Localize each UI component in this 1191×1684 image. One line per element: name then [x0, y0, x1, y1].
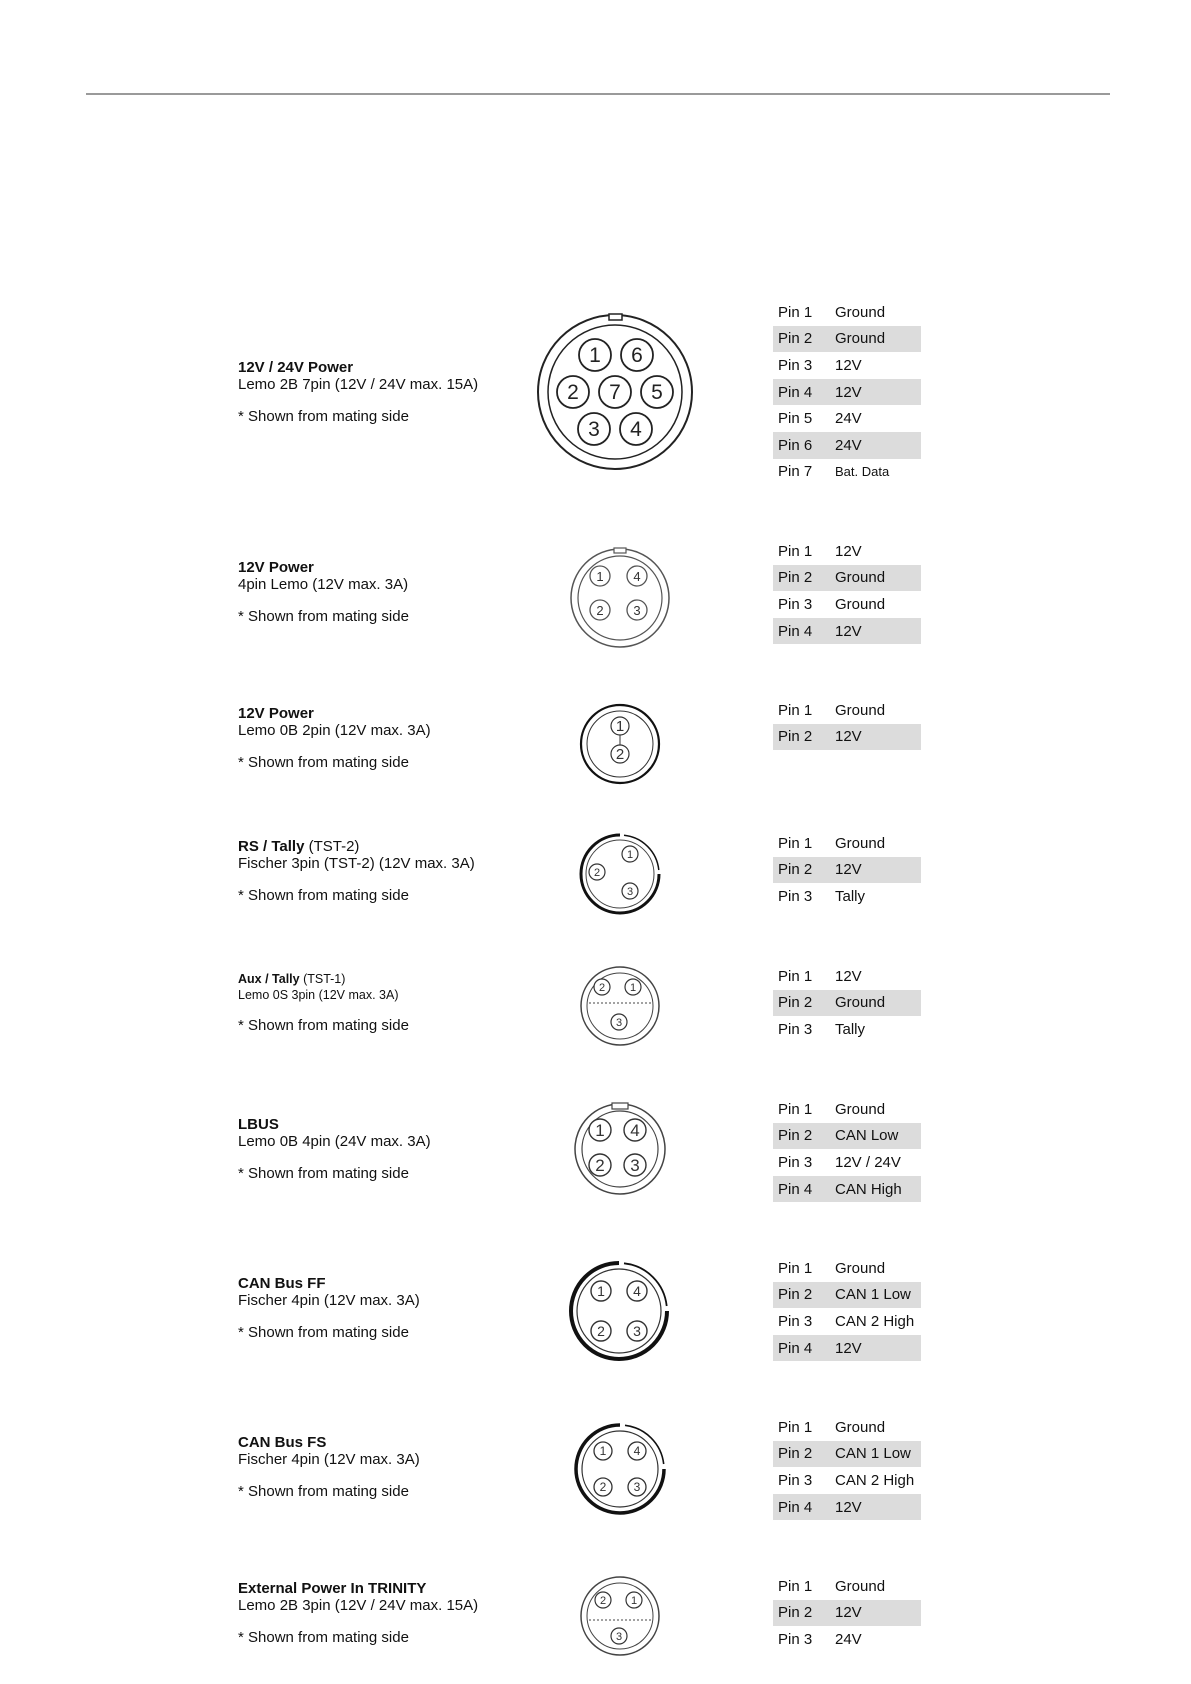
pin-number: 1: [595, 1121, 605, 1140]
pin-signal: 12V: [835, 1339, 862, 1357]
pin-number: 2: [596, 603, 604, 618]
pin-signal: 12V: [835, 861, 862, 879]
pin-number: 3: [633, 603, 641, 618]
pin-table: [773, 963, 921, 1043]
pin-signal: 12V: [835, 728, 862, 746]
pin-signal: CAN High: [835, 1180, 902, 1198]
pin-number: 1: [630, 1595, 638, 1607]
pin-signal: 12V: [835, 622, 862, 640]
pin-table: [773, 1255, 921, 1361]
section-note: * Shown from mating side: [238, 887, 409, 904]
pin-number: 4: [630, 418, 642, 441]
pin-signal: Ground: [835, 1259, 886, 1277]
section-title: 12V / 24V Power: [238, 359, 354, 376]
pin-label: Pin 4: [778, 622, 813, 640]
pin-row: [773, 883, 921, 910]
pin-row: [773, 1096, 921, 1123]
pin-signal: Ground: [835, 1418, 886, 1436]
section-title: LBUS: [238, 1116, 279, 1133]
pin-row: [773, 1414, 921, 1441]
pin-signal: 12V: [835, 1604, 862, 1622]
pin-number: 2: [599, 1595, 607, 1607]
pin-signal: 24V: [835, 410, 862, 428]
pin-row: [773, 1494, 921, 1521]
pin-number: 1: [626, 849, 634, 861]
pin-row: [773, 1573, 921, 1600]
pin-label: Pin 1: [778, 303, 813, 321]
section-description: [238, 1580, 528, 1646]
pin-signal: Ground: [835, 1577, 886, 1595]
pin-number: 7: [609, 381, 621, 404]
pin-number: 3: [626, 886, 634, 898]
section-subtitle: 4pin Lemo (12V max. 3A): [238, 576, 409, 593]
pin-row: [773, 1441, 921, 1468]
section-note: * Shown from mating side: [238, 1017, 409, 1034]
pin-label: Pin 3: [778, 1471, 813, 1489]
pin-label: Pin 7: [778, 463, 813, 481]
section-description: [238, 971, 528, 1034]
pin-number: 2: [615, 746, 625, 763]
pin-label: Pin 1: [778, 834, 813, 852]
pin-number: 1: [597, 1283, 605, 1299]
pin-row: [773, 990, 921, 1017]
section-title: 12V Power: [238, 705, 314, 722]
pin-row: [773, 1255, 921, 1282]
pin-table: [773, 1573, 921, 1653]
pin-number: 3: [615, 1631, 623, 1643]
pin-row: [773, 724, 921, 751]
pin-label: Pin 3: [778, 595, 813, 613]
pin-label: Pin 1: [778, 701, 813, 719]
pin-label: Pin 1: [778, 1577, 813, 1595]
lemo-0s-3pin-connector-icon: [578, 964, 662, 1048]
pin-label: Pin 2: [778, 1445, 813, 1463]
pin-number: 5: [651, 381, 663, 404]
pin-number: 2: [567, 381, 579, 404]
pin-number: 1: [599, 1444, 607, 1458]
pin-table: [773, 299, 921, 485]
section-title: CAN Bus FF: [238, 1275, 326, 1292]
pin-number: 4: [633, 1283, 641, 1299]
section-title: 12V Power: [238, 559, 314, 576]
pin-number: 3: [615, 1017, 623, 1029]
pin-row: [773, 379, 921, 406]
pin-row: [773, 538, 921, 565]
pin-label: Pin 4: [778, 383, 813, 401]
fischer-4pin-ff-connector-icon: [567, 1259, 671, 1363]
pin-number: 2: [599, 1480, 607, 1494]
lemo-7pin-connector-icon: [535, 310, 695, 472]
section-title: Aux / Tally: [238, 972, 300, 986]
pin-number: 1: [596, 569, 604, 584]
section-description: [238, 1116, 528, 1182]
pin-label: Pin 4: [778, 1180, 813, 1198]
pin-label: Pin 4: [778, 1339, 813, 1357]
pin-signal: 12V: [835, 356, 862, 374]
pin-signal: Ground: [835, 701, 886, 719]
pin-label: Pin 1: [778, 1100, 813, 1118]
pin-row: [773, 618, 921, 645]
pin-signal: 12V / 24V: [835, 1153, 901, 1171]
pin-label: Pin 2: [778, 728, 813, 746]
section-subtitle: Lemo 2B 7pin (12V / 24V max. 15A): [238, 376, 479, 393]
pin-number: 4: [630, 1121, 640, 1140]
pin-number: 2: [595, 1156, 605, 1175]
pin-row: [773, 565, 921, 592]
pin-label: Pin 1: [778, 967, 813, 985]
pin-number: 2: [597, 1323, 605, 1339]
pin-signal: Ground: [835, 595, 886, 613]
pin-number: 1: [629, 982, 637, 994]
section-note: * Shown from mating side: [238, 408, 409, 425]
pin-label: Pin 1: [778, 542, 813, 560]
pin-signal: Tally: [835, 1020, 866, 1038]
pin-signal: CAN 2 High: [835, 1471, 915, 1489]
pin-row: [773, 326, 921, 353]
pin-label: Pin 2: [778, 994, 813, 1012]
top-rule: [86, 93, 1110, 95]
section-note: * Shown from mating side: [238, 1165, 409, 1182]
pin-number: 4: [633, 569, 641, 584]
pin-row: [773, 299, 921, 326]
pin-signal: Tally: [835, 887, 866, 905]
pin-row: [773, 1282, 921, 1309]
lemo-2b-3pin-connector-icon: [578, 1574, 662, 1658]
section-title: CAN Bus FS: [238, 1434, 327, 1451]
pin-label: Pin 5: [778, 410, 813, 428]
pin-row: [773, 1308, 921, 1335]
pin-number: 3: [630, 1156, 640, 1175]
pin-table: [773, 1414, 921, 1520]
pin-number: 2: [598, 982, 606, 994]
pin-row: [773, 1176, 921, 1203]
pin-row: [773, 1626, 921, 1653]
section-subtitle: Lemo 2B 3pin (12V / 24V max. 15A): [238, 1597, 479, 1614]
pin-table: [773, 1096, 921, 1202]
pin-row: [773, 459, 921, 486]
pin-label: Pin 3: [778, 887, 813, 905]
pin-label: Pin 2: [778, 330, 813, 348]
pin-signal: Ground: [835, 834, 886, 852]
pin-signal: Bat. Data: [835, 464, 890, 480]
fischer-3pin-connector-icon: [578, 832, 662, 916]
pin-row: [773, 1335, 921, 1362]
pin-label: Pin 2: [778, 569, 813, 587]
section-title-suffix: (TST-1): [299, 972, 346, 986]
section-description: [238, 1434, 528, 1500]
pin-number: 2: [593, 867, 601, 879]
pin-table: [773, 830, 921, 910]
pin-row: [773, 405, 921, 432]
section-subtitle: Fischer 3pin (TST-2) (12V max. 3A): [238, 855, 475, 872]
pin-row: [773, 697, 921, 724]
pin-signal: Ground: [835, 569, 886, 587]
pin-label: Pin 2: [778, 1604, 813, 1622]
fischer-4pin-fs-connector-icon: [572, 1421, 668, 1517]
pin-table: [773, 697, 921, 750]
section-description: [238, 559, 528, 625]
section-note: * Shown from mating side: [238, 1483, 409, 1500]
pin-row: [773, 591, 921, 618]
pin-row: [773, 1123, 921, 1150]
pin-label: Pin 1: [778, 1259, 813, 1277]
pin-label: Pin 3: [778, 1153, 813, 1171]
lemo-0b-4pin-connector-icon: [572, 1101, 668, 1197]
pin-signal: Ground: [835, 1100, 886, 1118]
section-description: [238, 838, 528, 904]
pin-row: [773, 1467, 921, 1494]
lemo-4pin-connector-icon: [568, 546, 672, 650]
section-subtitle: Fischer 4pin (12V max. 3A): [238, 1451, 420, 1468]
pin-signal: 12V: [835, 967, 862, 985]
section-note: * Shown from mating side: [238, 1324, 409, 1341]
pin-row: [773, 857, 921, 884]
pin-row: [773, 830, 921, 857]
pin-label: Pin 3: [778, 1312, 813, 1330]
pin-row: [773, 1600, 921, 1627]
pin-signal: Ground: [835, 303, 886, 321]
pin-signal: 24V: [835, 436, 862, 454]
pin-row: [773, 432, 921, 459]
section-title: External Power In TRINITY: [238, 1580, 427, 1597]
section-subtitle: Lemo 0S 3pin (12V max. 3A): [238, 988, 399, 1002]
pin-signal: 12V: [835, 383, 862, 401]
pin-label: Pin 2: [778, 1286, 813, 1304]
pin-signal: Ground: [835, 994, 886, 1012]
pin-signal: 12V: [835, 1498, 862, 1516]
section-note: * Shown from mating side: [238, 608, 409, 625]
pin-signal: 12V: [835, 542, 862, 560]
pin-number: 3: [588, 418, 600, 441]
pin-signal: CAN 2 High: [835, 1312, 915, 1330]
pin-row: [773, 1149, 921, 1176]
pin-row: [773, 1016, 921, 1043]
pin-row: [773, 963, 921, 990]
pin-number: 1: [615, 718, 625, 735]
section-note: * Shown from mating side: [238, 1629, 409, 1646]
pin-number: 6: [631, 344, 643, 367]
section-title: RS / Tally: [238, 838, 305, 855]
pin-label: Pin 2: [778, 861, 813, 879]
section-subtitle: Lemo 0B 2pin (12V max. 3A): [238, 722, 431, 739]
pin-label: Pin 3: [778, 356, 813, 374]
section-description: [238, 1275, 528, 1341]
pin-signal: CAN 1 Low: [835, 1445, 911, 1463]
section-subtitle: Fischer 4pin (12V max. 3A): [238, 1292, 420, 1309]
pin-label: Pin 1: [778, 1418, 813, 1436]
pin-label: Pin 6: [778, 436, 813, 454]
lemo-2pin-connector-icon: [578, 702, 662, 786]
pin-label: Pin 3: [778, 1020, 813, 1038]
pin-table: [773, 538, 921, 644]
pin-label: Pin 3: [778, 1630, 813, 1648]
pin-number: 1: [589, 344, 601, 367]
pin-signal: Ground: [835, 330, 886, 348]
section-description: [238, 705, 528, 771]
pin-number: 3: [633, 1323, 641, 1339]
section-description: [238, 359, 528, 425]
pin-signal: CAN 1 Low: [835, 1286, 911, 1304]
pin-label: Pin 2: [778, 1127, 813, 1145]
pin-row: [773, 352, 921, 379]
section-subtitle: Lemo 0B 4pin (24V max. 3A): [238, 1133, 431, 1150]
section-title-suffix: (TST-2): [304, 838, 360, 855]
pin-signal: CAN Low: [835, 1127, 899, 1145]
pin-number: 3: [633, 1480, 641, 1494]
pin-label: Pin 4: [778, 1498, 813, 1516]
pin-number: 4: [633, 1444, 641, 1458]
section-note: * Shown from mating side: [238, 754, 409, 771]
pin-signal: 24V: [835, 1630, 862, 1648]
